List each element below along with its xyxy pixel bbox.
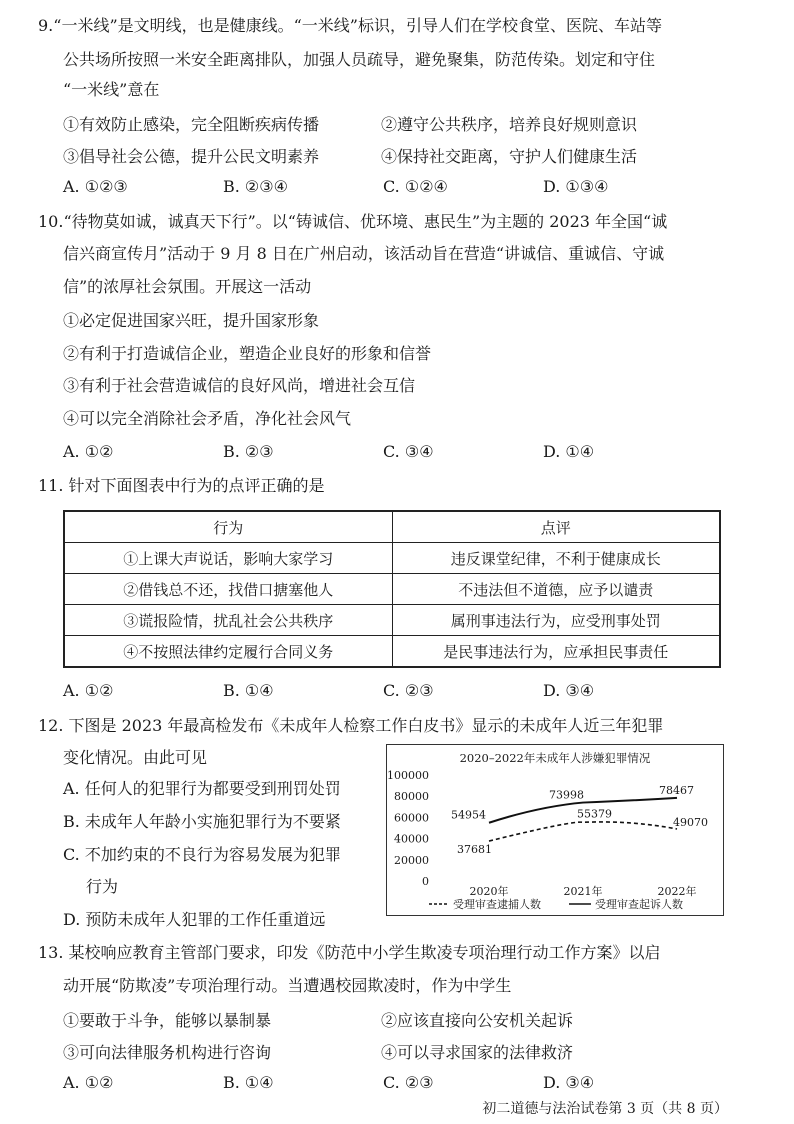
q9-choice-b[interactable]: B. ②③④ (223, 177, 288, 196)
chart-y-tick-label: 0 (422, 875, 429, 888)
chart-legend-label: 受理审查逮捕人数 (453, 898, 541, 911)
chart-data-label: 49070 (673, 815, 708, 829)
q12-option-c-cont: 行为 (86, 877, 119, 896)
table-row (64, 605, 720, 636)
q11-choice-a[interactable]: A. ①② (63, 681, 114, 700)
q11-comment-4: 是民事违法行为，应承担民事责任 (392, 636, 720, 668)
q10-item-2: ②有利于打造诚信企业，塑造企业良好的形象和信誉 (63, 344, 432, 363)
q9-choices (63, 177, 763, 196)
q11-choice-c[interactable]: C. ②③ (383, 681, 434, 700)
chart-title: 2020–2022年未成年人涉嫌犯罪情况 (459, 751, 651, 765)
q10-choices (63, 442, 763, 461)
q12-chart (386, 744, 724, 916)
q11-table (63, 510, 721, 668)
q9-choice-c[interactable]: C. ①②④ (383, 177, 448, 196)
q13-choice-a[interactable]: A. ①② (63, 1073, 114, 1092)
q12-option-a[interactable]: A. 任何人的犯罪行为都要受到刑罚处罚 (63, 779, 341, 798)
q10-choice-c[interactable]: C. ③④ (383, 442, 434, 461)
q9-items-row1 (63, 112, 699, 135)
q10-choice-d[interactable]: D. ①④ (543, 442, 595, 461)
q12-stem-line2: 变化情况。由此可见 (63, 748, 208, 767)
q9-stem-line3: “一米线”意在 (63, 80, 160, 99)
q13-stem-line2: 动开展“防欺凌”专项治理行动。当遭遇校园欺凌时，作为中学生 (63, 976, 512, 995)
q12-stem-line1: 12. 下图是 2023 年最高检发布《未成年人检察工作白皮书》显示的未成年人近三年犯罪 (38, 716, 664, 735)
q11-behavior-1: ①上课大声说话，影响大家学习 (64, 543, 392, 574)
q11-comment-2: 不违法但不道德，应予以谴责 (392, 574, 720, 605)
chart-x-tick-label: 2022年 (657, 885, 697, 898)
q11-col-comment: 点评 (392, 511, 720, 543)
q10-stem-line2: 信兴商宣传月”活动于 9 月 8 日在广州启动，该活动旨在营造“讲诚信、重诚信、守诚 (63, 244, 665, 263)
q10-stem-line1: 10.“待物莫如诚，诚真天下行”。以“铸诚信、优环境、惠民生”为主题的 2023 年全国“诚 (38, 212, 668, 231)
q11-stem: 11. 针对下面图表中行为的点评正确的是 (38, 476, 325, 495)
q13-items-row1 (63, 1008, 699, 1031)
chart-y-axis (387, 769, 429, 888)
q9-choice-d[interactable]: D. ①③④ (543, 177, 609, 196)
q13-item-4: ④可以寻求国家的法律救济 (381, 1043, 574, 1062)
table-row (64, 543, 720, 574)
chart-data-label: 37681 (457, 843, 492, 857)
q12-chart-svg (387, 745, 723, 915)
chart-x-tick-label: 2021年 (563, 885, 603, 898)
q9-item-3: ③倡导社会公德，提升公民文明素养 (63, 147, 320, 166)
table-row (64, 636, 720, 668)
q10-stem-line3: 信”的浓厚社会氛围。开展这一活动 (63, 277, 312, 296)
chart-legend (429, 897, 683, 911)
q11-table-header-row (64, 511, 720, 543)
q9-choice-a[interactable]: A. ①②③ (63, 177, 128, 196)
q10-choice-b[interactable]: B. ②③ (223, 442, 274, 461)
chart-y-tick-label: 20000 (394, 853, 429, 867)
q13-choice-d[interactable]: D. ③④ (543, 1073, 595, 1092)
q9-item-2: ②遵守公共秩序，培养良好规则意识 (381, 115, 638, 134)
q10-item-1: ①必定促进国家兴旺，提升国家形象 (63, 311, 320, 330)
q13-item-2: ②应该直接向公安机关起诉 (381, 1011, 574, 1030)
q11-choice-d[interactable]: D. ③④ (543, 681, 595, 700)
q11-comment-3: 属刑事违法行为，应受刑事处罚 (392, 605, 720, 636)
chart-y-tick-label: 60000 (394, 811, 429, 825)
q13-item-3: ③可向法律服务机构进行咨询 (63, 1043, 272, 1062)
q11-behavior-2: ②借钱总不还，找借口搪塞他人 (64, 574, 392, 605)
chart-data-label: 78467 (659, 783, 694, 797)
q11-behavior-4: ④不按照法律约定履行合同义务 (64, 636, 392, 668)
chart-data-label: 73998 (549, 788, 584, 802)
chart-data-label: 54954 (451, 808, 486, 822)
chart-y-tick-label: 80000 (394, 790, 429, 804)
chart-x-tick-label: 2020年 (469, 885, 509, 898)
page-footer: 初二道德与法治试卷第 3 页（共 8 页） (482, 1101, 728, 1117)
q11-choice-b[interactable]: B. ①④ (223, 681, 274, 700)
q13-stem-line1: 13. 某校响应教育主管部门要求，印发《防范中小学生欺凌专项治理行动工作方案》以启 (38, 943, 661, 962)
q13-choice-b[interactable]: B. ①④ (223, 1073, 274, 1092)
q13-choices (63, 1073, 763, 1092)
q12-option-c[interactable]: C. 不加约束的不良行为容易发展为犯罪 (63, 845, 341, 864)
chart-x-axis (470, 884, 697, 898)
q13-item-1: ①要敢于斗争，能够以暴制暴 (63, 1011, 272, 1030)
q13-items-row2 (63, 1040, 699, 1063)
chart-series-line (489, 822, 677, 841)
q11-comment-1: 违反课堂纪律，不利于健康成长 (392, 543, 720, 574)
q10-item-4: ④可以完全消除社会矛盾，净化社会风气 (63, 409, 352, 428)
q10-choice-a[interactable]: A. ①② (63, 442, 114, 461)
q9-item-1: ①有效防止感染，完全阻断疾病传播 (63, 115, 320, 134)
q12-option-b[interactable]: B. 未成年人年龄小实施犯罪行为不要紧 (63, 812, 341, 831)
q10-item-3: ③有利于社会营造诚信的良好风尚，增进社会互信 (63, 376, 416, 395)
q9-stem-line2: 公共场所按照一米安全距离排队，加强人员疏导，避免聚集，防范传染。划定和守住 (63, 50, 656, 69)
chart-legend-label: 受理审查起诉人数 (595, 898, 683, 911)
q13-choice-c[interactable]: C. ②③ (383, 1073, 434, 1092)
table-row (64, 574, 720, 605)
q11-choices (63, 681, 763, 700)
chart-y-tick-label: 40000 (394, 832, 429, 846)
q9-stem-line1: 9.“一米线”是文明线，也是健康线。“一米线”标识，引导人们在学校食堂、医院、车站等 (38, 16, 662, 35)
q12-option-d[interactable]: D. 预防未成年人犯罪的工作任重道远 (63, 910, 326, 929)
q9-items-row2 (63, 144, 699, 167)
chart-data-label: 55379 (577, 807, 612, 821)
q11-behavior-3: ③谎报险情，扰乱社会公共秩序 (64, 605, 392, 636)
chart-y-tick-label: 100000 (387, 769, 429, 782)
chart-plot-area (451, 784, 708, 856)
q11-col-behavior: 行为 (64, 511, 392, 543)
q9-item-4: ④保持社交距离，守护人们健康生活 (381, 147, 638, 166)
